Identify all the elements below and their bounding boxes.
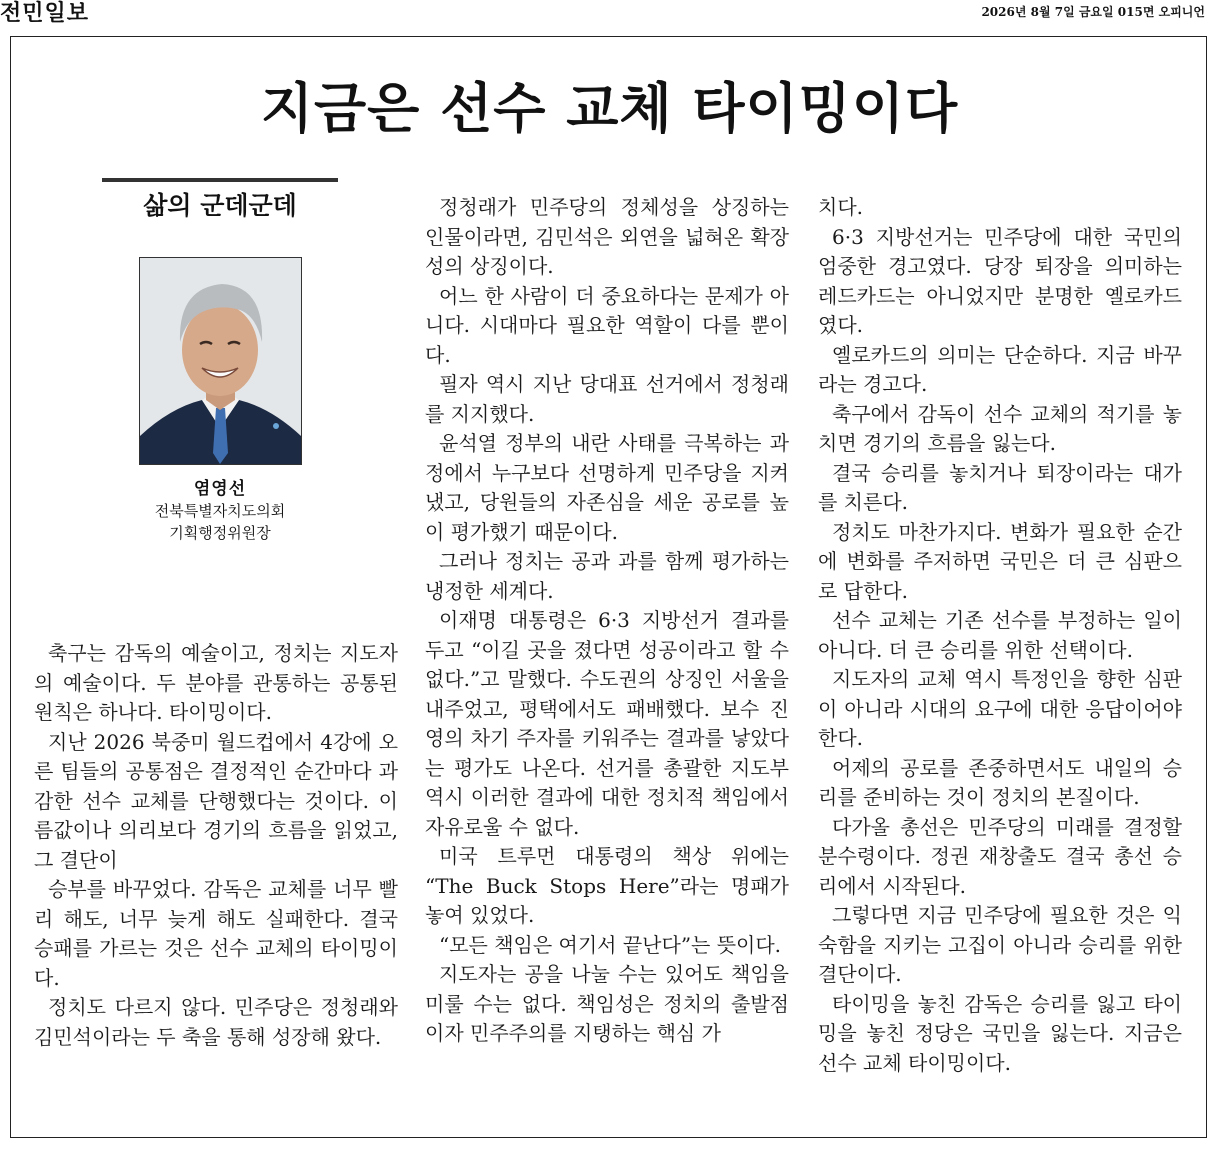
paragraph: 어느 한 사람이 더 중요하다는 문제가 아니다. 시대마다 필요한 역할이 다를 뿐이다. — [425, 283, 789, 367]
column-rule — [102, 178, 338, 182]
paragraph: 지난 2026 북중미 월드컵에서 4강에 오른 팀들의 공통점은 결정적인 순간마다 과감한 선수 교체를 단행했다는 것이다. 이름값이나 의리보다 경기의 흐름을 읽었고, 그 결단이 — [34, 729, 398, 872]
body-column-3 — [818, 193, 1182, 1078]
paragraph: 그러나 정치는 공과 과를 함께 평가하는 냉정한 세계다. — [425, 549, 789, 603]
body-column-1 — [34, 639, 398, 1052]
paragraph: 미국 트루먼 대통령의 책상 위에는 “The Buck Stops Here”라는 명패가 놓여 있었다. — [425, 844, 789, 927]
paragraph: 지도자의 교체 역시 특정인을 향한 심판이 아니라 시대의 요구에 대한 응답이어야 한다. — [818, 667, 1182, 750]
paragraph: 6·3 지방선거는 민주당에 대한 국민의 엄중한 경고였다. 당장 퇴장을 의미하는 레드카드는 아니었지만 분명한 옐로카드였다. — [818, 224, 1182, 337]
author-title-line2: 기획행정위원장 — [169, 524, 271, 542]
author-photo — [139, 257, 302, 465]
paragraph: 결국 승리를 놓치거나 퇴장이라는 대가를 치른다. — [818, 460, 1182, 514]
paragraph: 타이밍을 놓친 감독은 승리를 잃고 타이밍을 놓친 정당은 국민을 잃는다. 지금은 선수 교체 타이밍이다. — [818, 991, 1182, 1075]
author-byline — [100, 478, 340, 544]
paragraph: 이재명 대통령은 6·3 지방선거 결과를 두고 “이길 곳을 졌다면 성공이라고 할 수 없다.”고 말했다. 수도권의 상징인 서울을 내주었고, 평택에서도 패배했다. 보수 진영의 차기 주자를 키워주는 결과를 낳았다는 평가도 나온다. 선거를 총괄한 지도부 역시 이러한 결과에 대한 정치적 책임에서 자유로울 수 없다. — [425, 608, 789, 839]
paragraph: 그렇다면 지금 민주당에 필요한 것은 익숙함을 지키는 고집이 아니라 승리를 위한 결단이다. — [818, 903, 1182, 986]
dateline: 2026년 8월 7일 금요일 015면 오피니언 — [981, 5, 1205, 19]
author-portrait-icon — [140, 258, 301, 464]
paragraph: 윤석열 정부의 내란 사태를 극복하는 과정에서 누구보다 선명하게 민주당을 지켜냈고, 당원들의 자존심을 세운 공로를 높이 평가했기 때문이다. — [425, 431, 789, 544]
paragraph: “모든 책임은 여기서 끝난다”는 뜻이다. — [439, 932, 782, 957]
body-column-2 — [425, 193, 789, 1049]
author-title-line1: 전북특별자치도의회 — [154, 502, 286, 520]
newspaper-masthead: 전민일보 — [0, 1, 90, 26]
paragraph: 정청래가 민주당의 정체성을 상징하는 인물이라면, 김민석은 외연을 넓혀온 확장성의 상징이다. — [425, 195, 789, 278]
paragraph: 치다. — [818, 195, 863, 219]
paragraph: 옐로카드의 의미는 단순하다. 지금 바꾸라는 경고다. — [818, 342, 1182, 396]
paragraph: 승부를 바꾸었다. 감독은 교체를 너무 빨리 해도, 너무 늦게 해도 실패한다. 결국 승패를 가르는 것은 선수 교체의 타이밍이다. — [34, 877, 398, 990]
paragraph: 정치도 다르지 않다. 민주당은 정청래와 김민석이라는 두 축을 통해 성장해 왔다. — [34, 995, 398, 1049]
article-headline: 지금은 선수 교체 타이밍이다 — [260, 77, 959, 140]
paragraph: 정치도 마찬가지다. 변화가 필요한 순간에 변화를 주저하면 국민은 더 큰 심판으로 답한다. — [818, 519, 1182, 603]
author-name: 염영선 — [193, 479, 247, 499]
paragraph: 축구는 감독의 예술이고, 정치는 지도자의 예술이다. 두 분야를 관통하는 공통된 원칙은 하나다. 타이밍이다. — [34, 641, 398, 724]
paragraph: 다가올 총선은 민주당의 미래를 결정할 분수령이다. 정권 재창출도 결국 총선 승리에서 시작된다. — [818, 814, 1182, 898]
paragraph: 필자 역시 지난 당대표 선거에서 정청래를 지지했다. — [425, 372, 789, 426]
paragraph: 선수 교체는 기존 선수를 부정하는 일이 아니다. 더 큰 승리를 위한 선택이다. — [818, 608, 1182, 662]
paragraph: 축구에서 감독이 선수 교체의 적기를 놓치면 경기의 흐름을 잃는다. — [818, 401, 1182, 455]
column-name: 삶의 군데군데 — [143, 191, 297, 220]
paragraph: 어제의 공로를 존중하면서도 내일의 승리를 준비하는 것이 정치의 본질이다. — [818, 755, 1182, 809]
paragraph: 지도자는 공을 나눌 수는 있어도 책임을 미룰 수는 없다. 책임성은 정치의 출발점이자 민주주의를 지탱하는 핵심 가 — [425, 962, 789, 1045]
